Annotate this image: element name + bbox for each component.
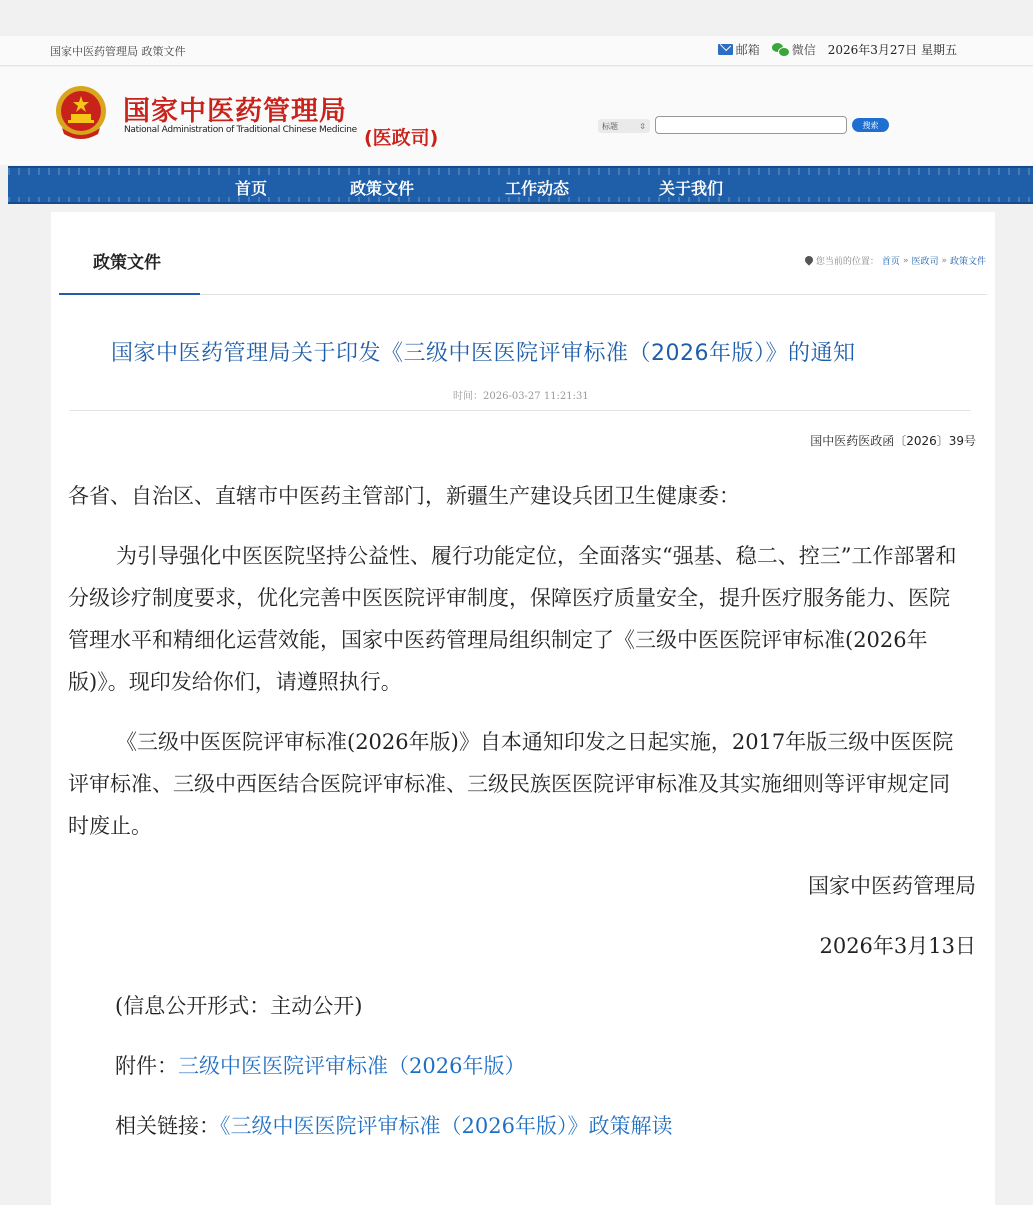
search-input[interactable]	[655, 116, 847, 134]
nav-item-about[interactable]: 关于我们	[659, 179, 724, 198]
wechat-label: 微信	[791, 43, 816, 57]
nav-item-news[interactable]: 工作动态	[505, 179, 570, 198]
related-policy-link[interactable]: 《三级中医医院评审标准（2026年版）》政策解读	[220, 1114, 673, 1138]
disclosure-form: (信息公开形式：主动公开)	[115, 994, 363, 1018]
mail-icon	[718, 44, 733, 55]
location-home-link[interactable]: 首页	[881, 257, 900, 267]
article-salutation: 各省、自治区、直辖市中医药主管部门，新疆生产建设兵团卫生健康委：	[68, 484, 740, 508]
wechat-link[interactable]	[772, 41, 816, 58]
location-pin-icon	[805, 256, 813, 266]
attachment-line	[115, 1045, 525, 1087]
nav-item-policy[interactable]: 政策文件	[350, 179, 415, 198]
top-utility-bar	[0, 36, 1033, 66]
related-links-line	[115, 1105, 672, 1147]
attachment-label: 附件：	[115, 1054, 178, 1078]
article-paragraph-1: 为引导强化中医医院坚持公益性、履行功能定位，全面落实“强基、稳二、控三”工作部署和分级诊疗制度要求，优化完善中医医院评审制度，保障医疗质量安全，提升医疗服务能力、医院管理水平和精细化运营效能，国家中医药管理局组织制定了《三级中医医院评审标准(2026年版)》。现印发给你们，请遵照执行。	[68, 544, 957, 694]
site-header	[0, 67, 1033, 165]
section-title-underline	[59, 293, 200, 295]
article-time: 时间：2026-03-27 11:21:31	[453, 391, 589, 402]
signature-organization: 国家中医药管理局	[808, 874, 976, 898]
article-title: 国家中医药管理局关于印发《三级中医医院评审标准（2026年版）》的通知	[111, 341, 856, 366]
title-divider	[69, 410, 971, 411]
document-number: 国中医药医政函〔2026〕39号	[810, 434, 976, 448]
related-label: 相关链接：	[115, 1114, 220, 1138]
department-name: (医政司)	[364, 127, 439, 149]
location-separator-2: »	[941, 255, 947, 266]
search-select-value: 标题	[602, 121, 618, 131]
nav-item-home[interactable]: 首页	[235, 179, 268, 198]
content-card	[51, 212, 995, 1205]
top-utility-links	[718, 41, 957, 58]
main-nav	[8, 166, 1033, 204]
select-arrows-icon: ⇳	[639, 121, 646, 131]
mail-link[interactable]	[718, 41, 760, 58]
attachment-link[interactable]: 三级中医医院评审标准（2026年版）	[178, 1054, 526, 1078]
location-separator-1: »	[902, 255, 909, 266]
search-field-select[interactable]	[598, 119, 650, 133]
site-name: 国家中医药管理局	[123, 96, 347, 127]
top-breadcrumb: 国家中医药管理局 政策文件	[50, 45, 186, 58]
location-dept-link[interactable]: 医政司	[911, 257, 939, 267]
location-prefix: 您当前的位置：	[815, 257, 879, 267]
location-current-link[interactable]: 政策文件	[949, 257, 986, 267]
wechat-icon	[772, 43, 789, 56]
main-nav-band	[8, 175, 1033, 197]
current-date: 2026年3月27日 星期五	[827, 43, 957, 57]
site-name-english: National Administration of Traditional Chinese Medicine	[124, 125, 357, 135]
section-title: 政策文件	[93, 253, 161, 273]
signature-date: 2026年3月13日	[819, 934, 976, 958]
location-breadcrumb	[805, 254, 986, 267]
search-button[interactable]: 搜索	[852, 118, 889, 132]
mail-label: 邮箱	[735, 43, 760, 57]
article-paragraph-2: 《三级中医医院评审标准(2026年版)》自本通知印发之日起实施，2017年版三级中医医院评审标准、三级中西医结合医院评审标准、三级民族医医院评审标准及其实施细则等评审规定同时废止。	[68, 730, 954, 838]
national-emblem-icon	[54, 84, 108, 142]
